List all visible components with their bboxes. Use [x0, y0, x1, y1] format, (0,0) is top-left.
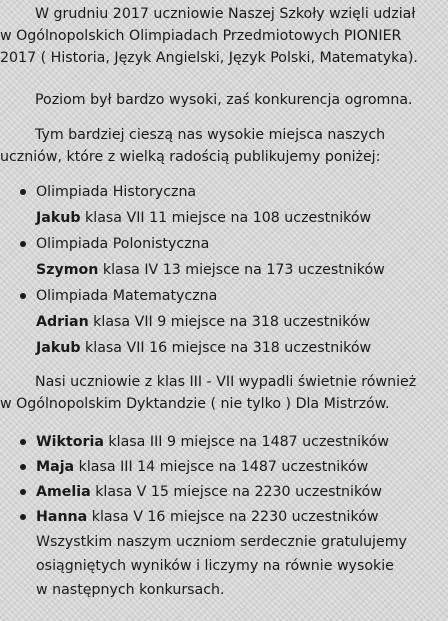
result-detail: klasa VII 16 miejsce na 318 uczestników: [80, 340, 372, 356]
intro-line-1: W grudniu 2017 uczniowie Naszej Szkoły wzięli udział: [35, 6, 416, 22]
student-name: Maja: [36, 459, 75, 475]
pride-line-1: Tym bardziej cieszą nas wysokie miejsca naszych: [35, 127, 386, 143]
list-item-polish: [0, 233, 385, 281]
list-item: [0, 481, 389, 503]
closing-line-1: Wszystkim naszym uczniom serdecznie gratulujemy: [36, 534, 407, 550]
pride-line-2: uczniów, które z wielką radością publikujemy poniżej:: [0, 149, 381, 165]
bullet-icon: [20, 439, 26, 445]
dictation-line-1: Nasi uczniowie z klas III - VII wypadli świetnie również: [35, 374, 417, 390]
bullet-icon: [20, 241, 26, 247]
result-detail: klasa III 14 miejsce na 1487 uczestników: [74, 459, 369, 475]
result-detail: klasa VII 9 miejsce na 318 uczestników: [88, 314, 371, 330]
list-item-history: [0, 181, 385, 229]
olympiad-name: Olimpiada Historyczna: [36, 184, 197, 200]
result-line: [36, 207, 385, 229]
student-name: Wiktoria: [36, 434, 104, 450]
bullet-icon: [20, 189, 26, 195]
student-name: Amelia: [36, 484, 91, 500]
pride-paragraph: [0, 124, 446, 168]
dictation-results-list: [0, 431, 389, 528]
list-item-math: [0, 285, 385, 359]
bullet-icon: [20, 489, 26, 495]
result-detail: klasa V 16 miejsce na 2230 uczestników: [87, 509, 379, 525]
list-item: [0, 506, 389, 528]
student-name: Hanna: [36, 509, 88, 525]
student-name: Szymon: [36, 262, 99, 278]
level-line: Poziom był bardzo wysoki, zaś konkurencja ogromna.: [35, 92, 413, 108]
result-line: [36, 311, 385, 333]
level-paragraph: [0, 89, 446, 111]
closing-paragraph: [36, 531, 407, 603]
closing-line-2: osiągniętych wyników i liczymy na równie wysokie: [36, 558, 394, 574]
list-item: [0, 456, 389, 478]
intro-line-3: 2017 ( Historia, Język Angielski, Język Polski, Matematyka).: [0, 50, 418, 66]
closing-line-3: w następnych konkursach.: [36, 582, 225, 598]
olympiad-list: [0, 181, 385, 363]
student-name: Jakub: [36, 210, 81, 226]
result-detail: klasa IV 13 miejsce na 173 uczestników: [98, 262, 385, 278]
student-name: Jakub: [36, 340, 81, 356]
result-detail: klasa V 15 miejsce na 2230 uczestników: [90, 484, 382, 500]
result-line: [36, 259, 385, 281]
student-name: Adrian: [36, 314, 89, 330]
dictation-line-2: w Ogólnopolskim Dyktandzie ( nie tylko ) Dla Mistrzów.: [0, 396, 390, 412]
result-detail: klasa VII 11 miejsce na 108 uczestników: [80, 210, 372, 226]
result-line: [36, 337, 385, 359]
bullet-icon: [20, 464, 26, 470]
intro-paragraph: [0, 3, 446, 69]
dictation-paragraph: [0, 371, 446, 415]
olympiad-name: Olimpiada Matematyczna: [36, 288, 218, 304]
olympiad-name: Olimpiada Polonistyczna: [36, 236, 210, 252]
intro-line-2: w Ogólnopolskich Olimpiadach Przedmiotowych PIONIER: [0, 28, 402, 44]
result-detail: klasa III 9 miejsce na 1487 uczestników: [103, 434, 390, 450]
bullet-icon: [20, 293, 26, 299]
list-item: [0, 431, 389, 453]
bullet-icon: [20, 514, 26, 520]
